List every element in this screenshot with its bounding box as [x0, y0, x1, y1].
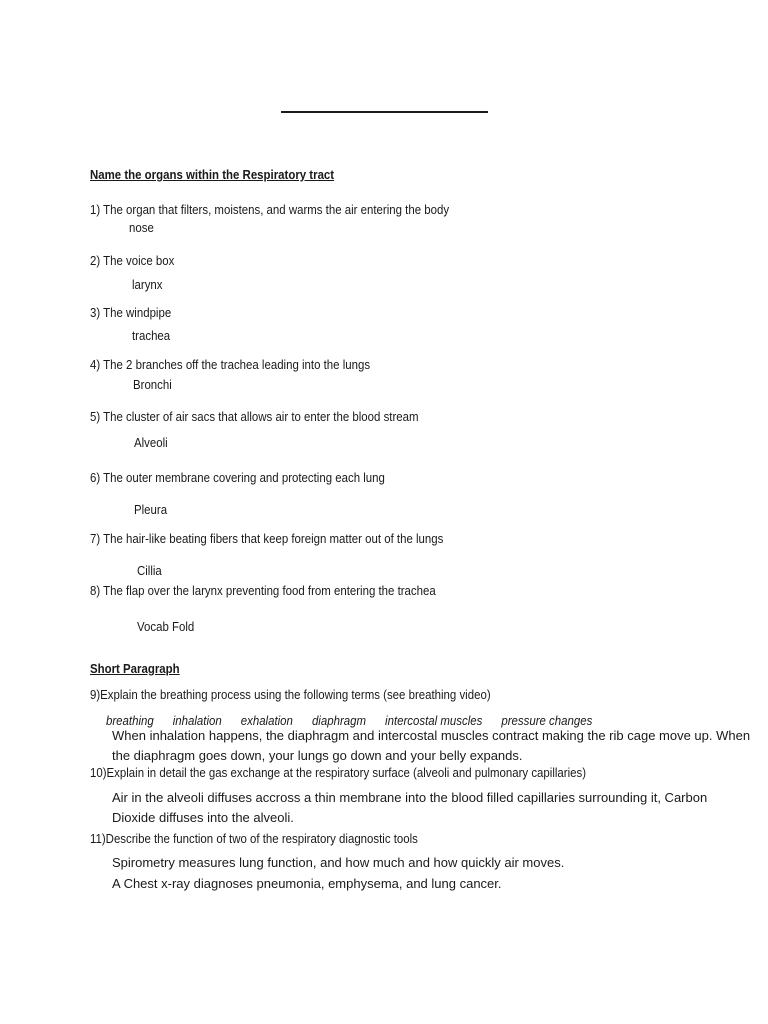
name-blank-line [281, 111, 488, 113]
question-5: 5) The cluster of air sacs that allows air to enter the blood stream [90, 409, 419, 424]
question-6: 6) The outer membrane covering and protecting each lung [90, 470, 385, 485]
section-heading-organs: Name the organs within the Respiratory tract [90, 167, 335, 182]
question-10: 10)Explain in detail the gas exchange at the respiratory surface (alveoli and pulmonary capillaries) [90, 765, 587, 780]
question-11: 11)Describe the function of two of the respiratory diagnostic tools [90, 831, 418, 846]
question-7: 7) The hair-like beating fibers that keep foreign matter out of the lungs [90, 531, 444, 546]
question-8: 8) The flap over the larynx preventing food from entering the trachea [90, 583, 436, 598]
term-intercostal-muscles: intercostal muscles [385, 713, 483, 728]
answer-11-line-2: A Chest x-ray diagnoses pneumonia, emphysema, and lung cancer. [112, 876, 502, 891]
section-heading-short-paragraph: Short Paragraph [90, 661, 180, 676]
answer-2: larynx [132, 277, 163, 292]
answer-11-line-1: Spirometry measures lung function, and how much and how quickly air moves. [112, 855, 565, 870]
answer-5: Alveoli [134, 435, 168, 450]
question-1: 1) The organ that filters, moistens, and warms the air entering the body [90, 202, 450, 217]
term-pressure-changes: pressure changes [501, 713, 593, 728]
question-4: 4) The 2 branches off the trachea leading into the lungs [90, 357, 371, 372]
answer-6: Pleura [134, 502, 168, 517]
term-breathing: breathing [106, 713, 154, 728]
term-exhalation: exhalation [240, 713, 293, 728]
term-inhalation: inhalation [172, 713, 222, 728]
answer-9: When inhalation happens, the diaphragm and intercostal muscles contract making the rib cage move up. When the diaphragm goes down, your lungs go down and your belly expands. [112, 728, 751, 763]
answer-7: Cillia [137, 563, 162, 578]
answer-8: Vocab Fold [137, 619, 195, 634]
question-9: 9)Explain the breathing process using the following terms (see breathing video) [90, 687, 491, 702]
answer-1: nose [129, 220, 154, 235]
answer-3: trachea [132, 328, 171, 343]
answer-4: Bronchi [133, 377, 172, 392]
question-3: 3) The windpipe [90, 305, 172, 320]
term-diaphragm: diaphragm [311, 713, 367, 728]
answer-10: Air in the alveoli diffuses accross a thin membrane into the blood filled capillaries surrounding it, Carbon Dioxide diffuses into the alveoli. [112, 790, 708, 825]
question-2: 2) The voice box [90, 253, 175, 268]
